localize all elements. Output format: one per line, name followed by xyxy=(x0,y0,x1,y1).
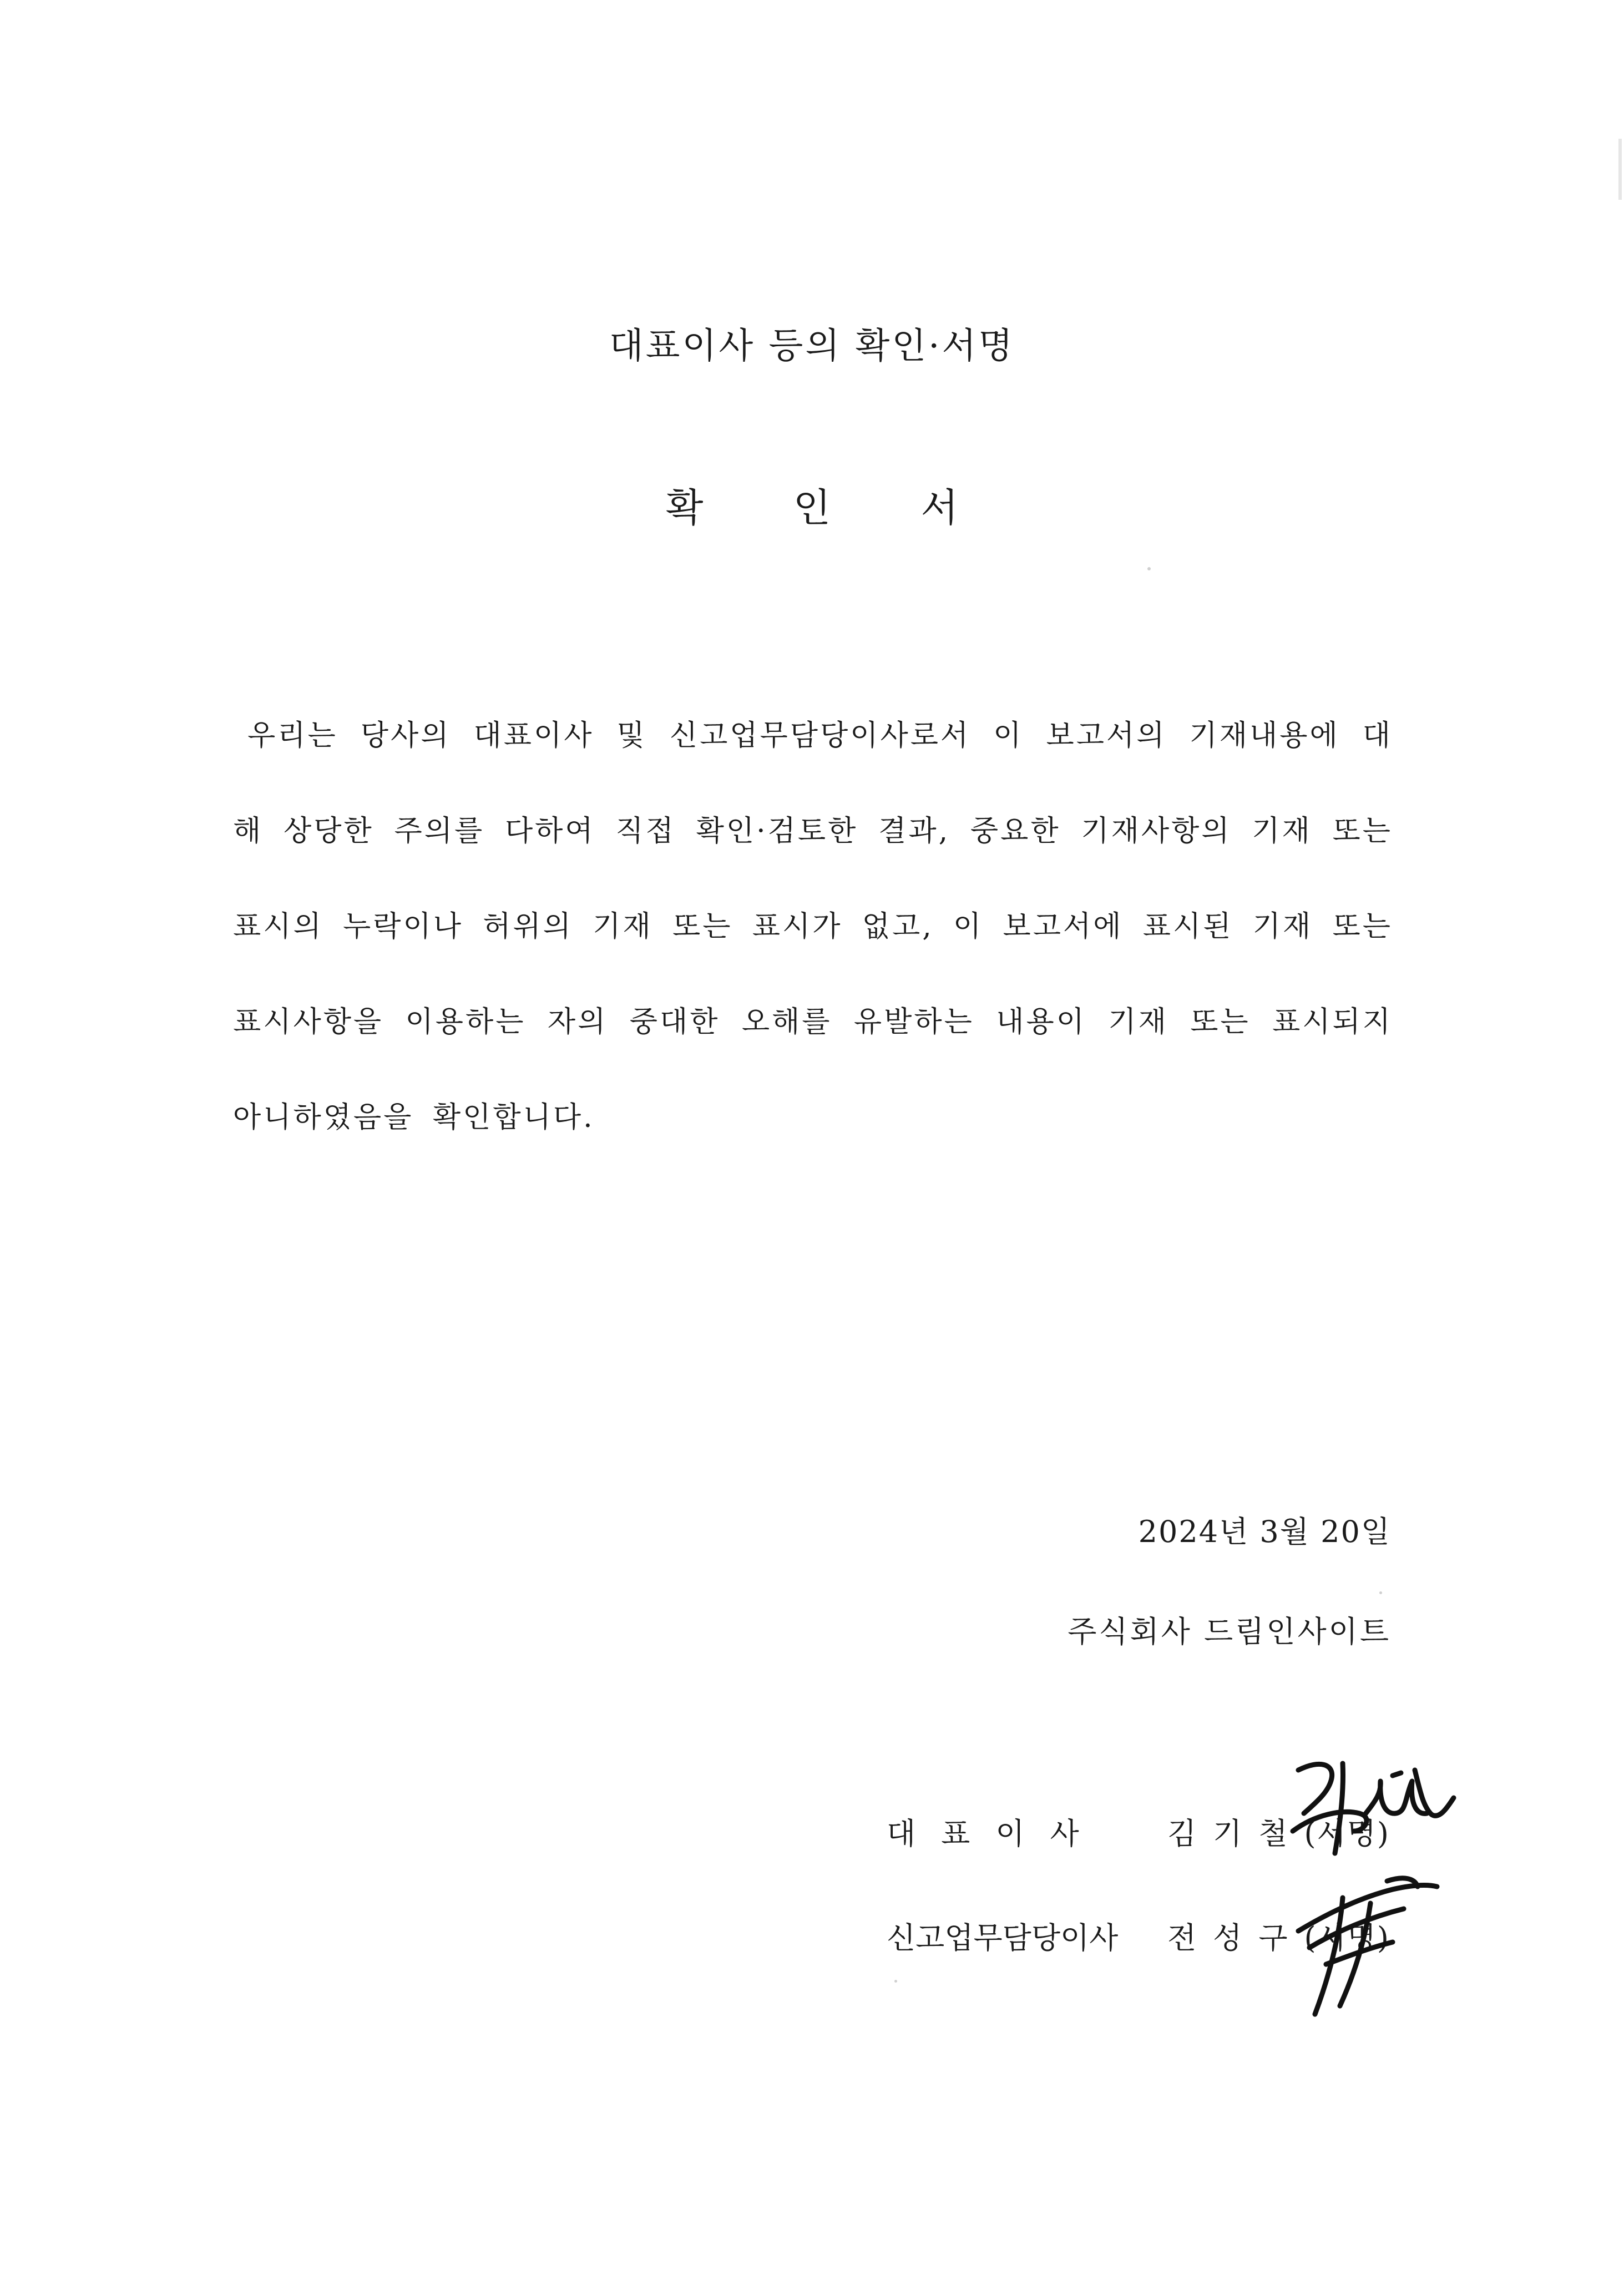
scan-edge-mark xyxy=(1618,139,1622,200)
signature-mark-label: (서명) xyxy=(1304,1816,1390,1851)
document-subtitle: 확 인 서 xyxy=(665,485,998,530)
signatory-name: 전성구 xyxy=(1167,1920,1304,1955)
signatory-title: 대표이사 xyxy=(887,1816,1105,1851)
signature-mark-label: (서명) xyxy=(1304,1920,1390,1955)
document-title: 대표이사 등의 확인·서명 xyxy=(609,326,1015,367)
scan-speck xyxy=(894,1980,897,1983)
scan-speck xyxy=(1379,1591,1382,1594)
company-name: 주식회사 드림인사이트 xyxy=(1068,1614,1391,1649)
signatory-name: 김기철 xyxy=(1167,1816,1304,1851)
document-date: 2024년 3월 20일 xyxy=(1138,1514,1391,1549)
signatory-row-ceo xyxy=(887,1810,1390,1853)
signatory-title: 신고업무담당이사 xyxy=(887,1920,1119,1955)
signatory-row-reporting-director xyxy=(887,1914,1390,1957)
scan-speck xyxy=(1147,567,1151,570)
confirmation-statement: 우리는 당사의 대표이사 및 신고업무담당이사로서 이 보고서의 기재내용에 대해 상당한 주의를 다하여 직접 확인·검토한 결과, 중요한 기재사항의 기재 또는 표시의 누락이나 허위의 기재 또는 표시가 없고, 이 보고서에 표시된 기재 또는 표시사항을 이용하는 자의 중대한 오해를 유발하는 내용이 기재 또는 표시되지 아니하였음을 확인합니다. xyxy=(233,719,1393,1134)
